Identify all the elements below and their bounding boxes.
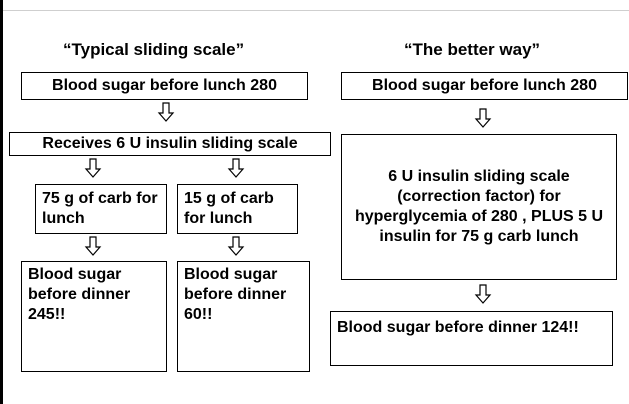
down-arrow-icon xyxy=(474,284,492,304)
left-carb-box-15: 15 g of carb for lunch xyxy=(177,184,298,234)
right-result-box-124: Blood sugar before dinner 124!! xyxy=(330,311,613,366)
left-result-box-245: Blood sugar before dinner 245!! xyxy=(21,261,167,372)
right-heading: “The better way” xyxy=(404,40,541,59)
divider xyxy=(0,10,629,11)
left-edge-rule xyxy=(0,0,3,404)
down-arrow-icon xyxy=(474,108,492,128)
right-insulin-box: 6 U insulin sliding scale (correction factor) for hyperglycemia of 280 , PLUS 5 U insulin for 75 g carb lunch xyxy=(341,134,617,280)
down-arrow-icon xyxy=(227,158,245,178)
right-start-box: Blood sugar before lunch 280 xyxy=(341,72,628,100)
down-arrow-icon xyxy=(84,158,102,178)
left-heading: “Typical sliding scale” xyxy=(63,40,245,59)
left-start-box: Blood sugar before lunch 280 xyxy=(21,72,308,100)
left-result-box-60: Blood sugar before dinner 60!! xyxy=(177,261,310,372)
left-insulin-box: Receives 6 U insulin sliding scale xyxy=(9,132,331,156)
down-arrow-icon xyxy=(84,236,102,256)
down-arrow-icon xyxy=(227,236,245,256)
down-arrow-icon xyxy=(157,102,175,122)
left-carb-box-75: 75 g of carb for lunch xyxy=(35,184,167,234)
